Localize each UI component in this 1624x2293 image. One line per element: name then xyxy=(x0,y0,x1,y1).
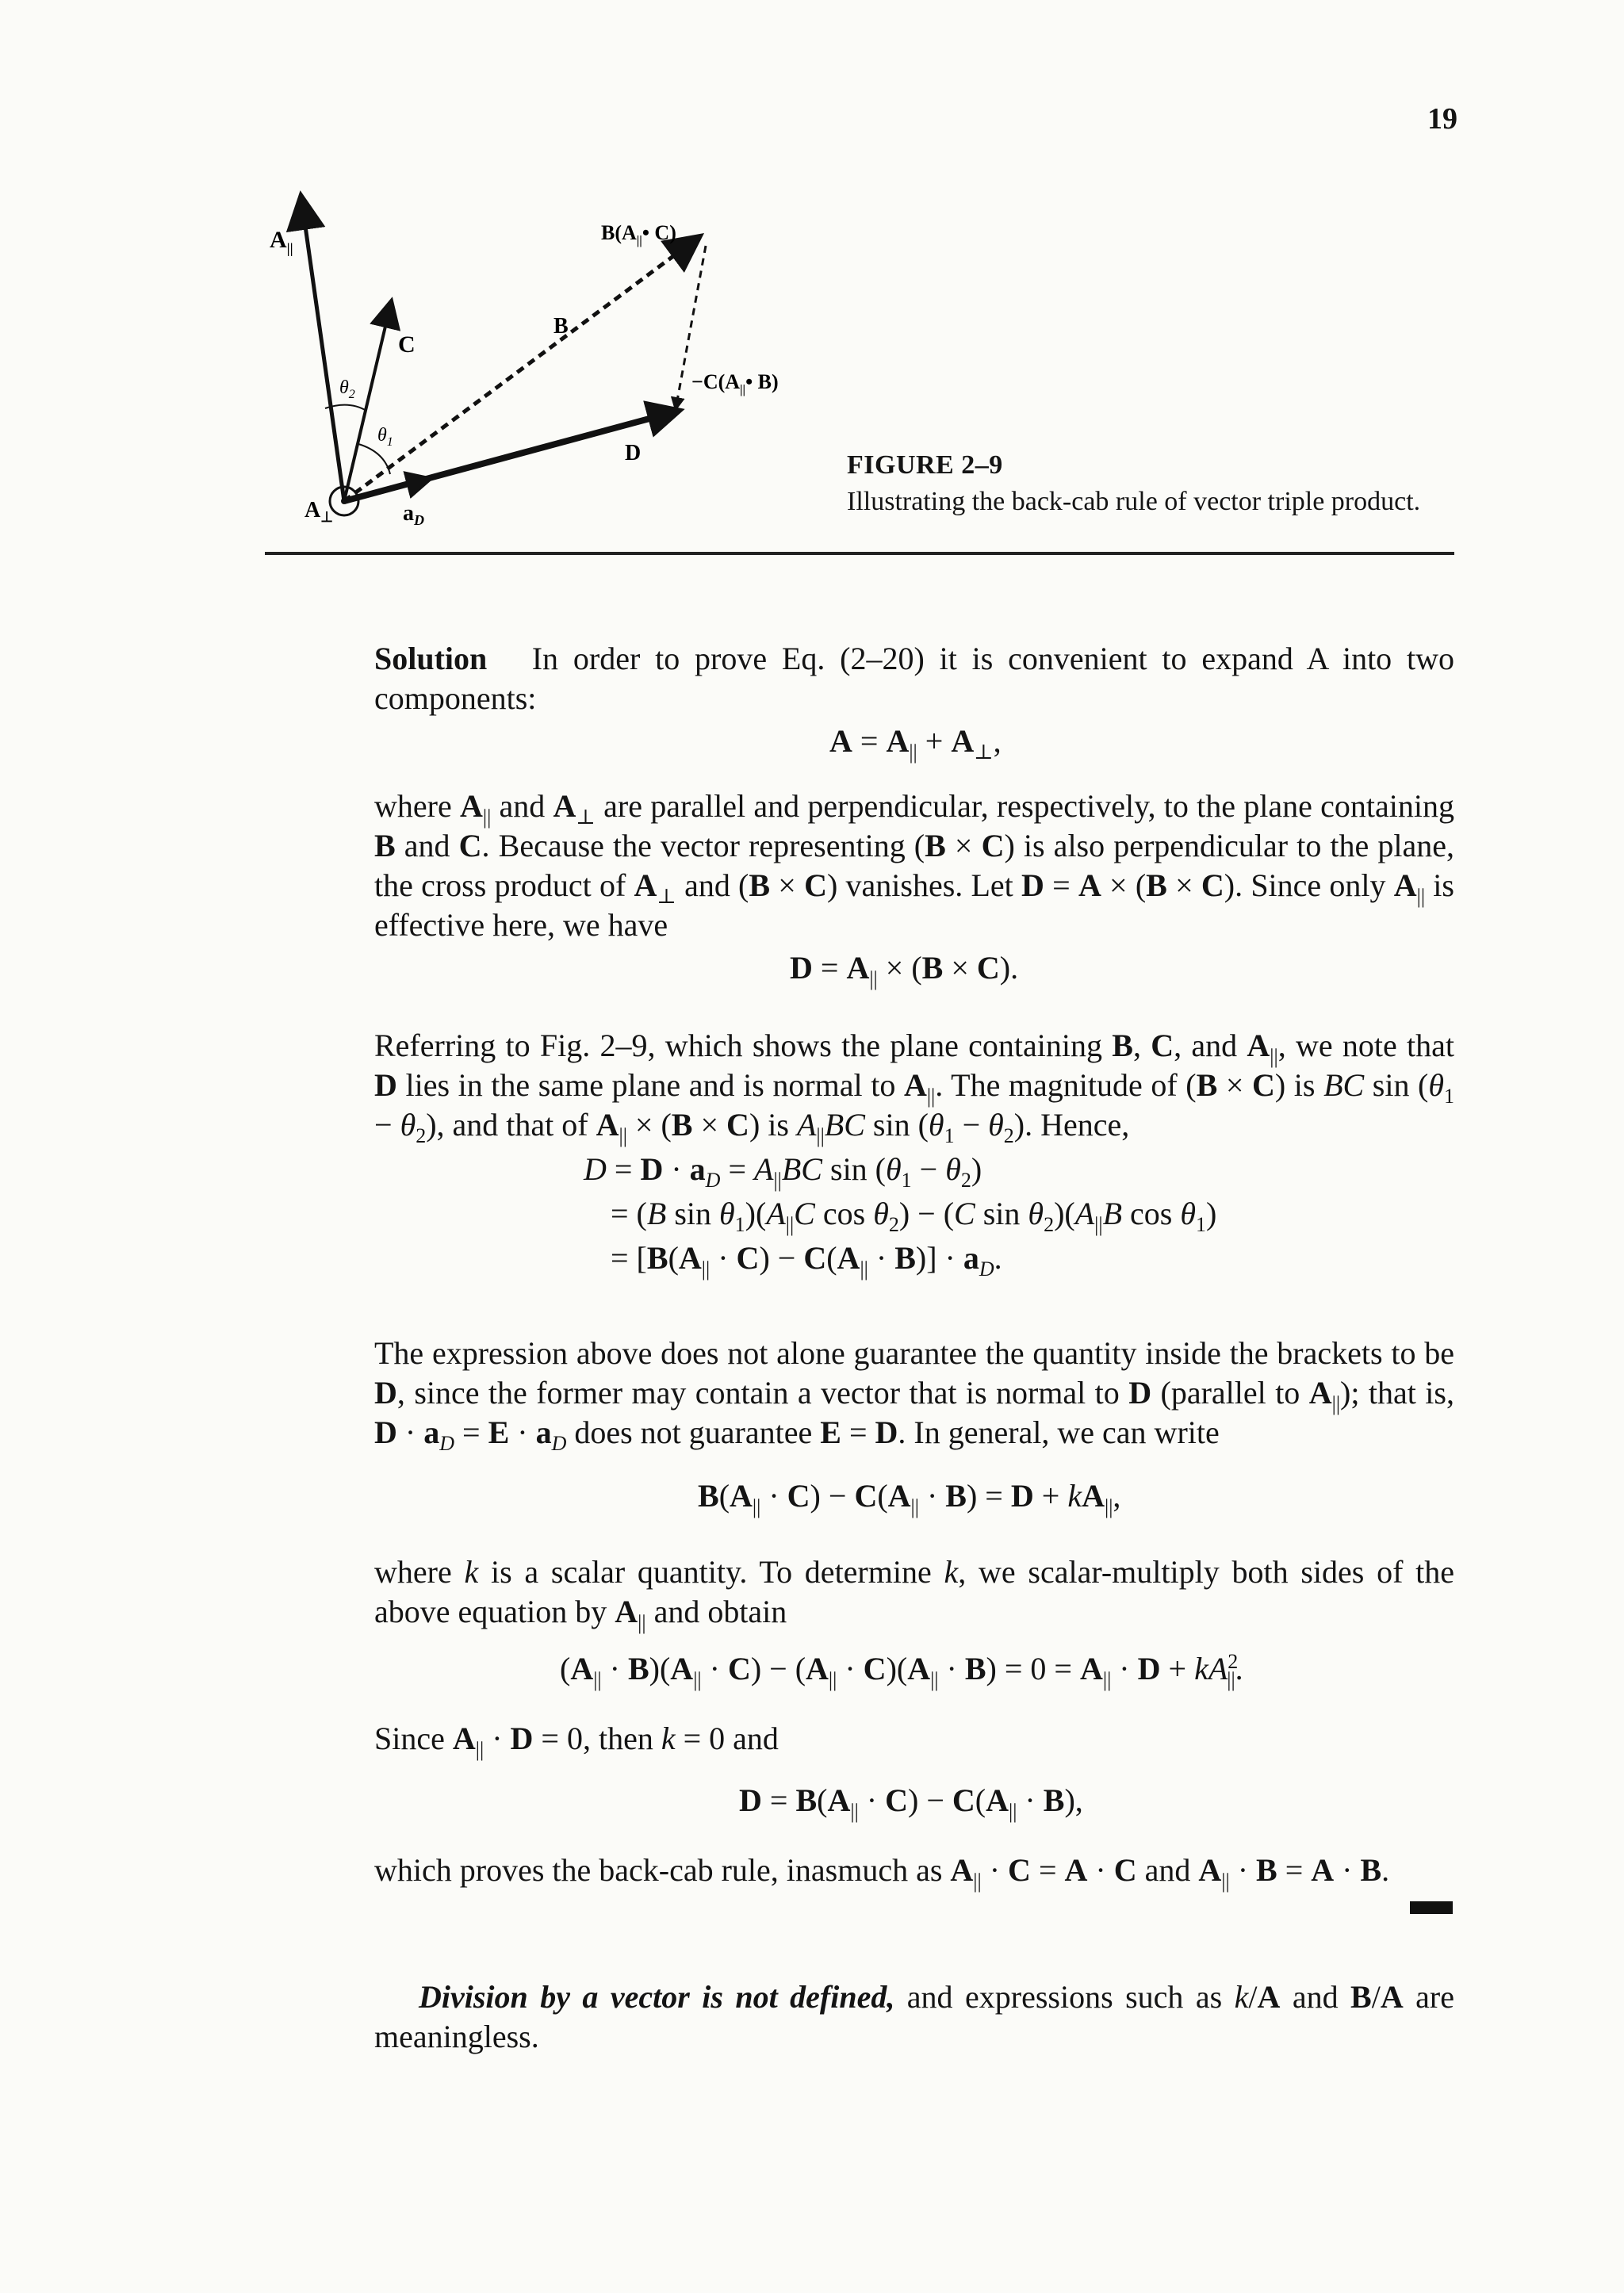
page-number: 19 xyxy=(1427,102,1457,136)
equation-d-magnitude-3: = $[B(A_{||} \cdot C) - C(A_{||} \cdot B)] \cdot a_D$. xyxy=(611,1240,1002,1280)
b-label: B xyxy=(553,314,569,339)
solution-intro-text: In order to prove Eq. (2–20) it is convenient to expand A into two components: xyxy=(374,641,1454,716)
paragraph-division-by-vector: Division by a vector is not defined, and expressions such as k/A and B/A are meaningless. xyxy=(374,1979,1454,2054)
paragraph-expression-above: The expression above does not alone guarantee the quantity inside the brackets to be D, since the former may contain a vector that is normal to D (parallel to $A_{||}$); that is, $D \cdot a_D = E \cdot a_D$ does not guarantee E = D. In general, we can write xyxy=(374,1335,1454,1455)
end-of-proof-mark xyxy=(1410,1901,1453,1914)
section-rule xyxy=(265,552,1454,555)
a-parallel-label: $A_{||}$ xyxy=(270,227,293,256)
c-arrow xyxy=(344,303,391,501)
d-label: D xyxy=(625,441,642,465)
figure-caption-title: FIGURE 2–9 xyxy=(847,450,1003,480)
equation-back-cab: $D = B(A_{||} \cdot C) - C(A_{||} \cdot B)$, xyxy=(739,1782,1083,1823)
paragraph-scalar-k: where k is a scalar quantity. To determine k, we scalar-multiply both sides of the above equation by $A_{||}$ and obtain xyxy=(374,1554,1455,1634)
vector-figure xyxy=(238,174,825,539)
theta2-label: $\theta_2$ xyxy=(339,377,355,401)
theta1-arc xyxy=(358,444,390,474)
a-perp-label: $A_\perp$ xyxy=(304,498,333,525)
equation-d-magnitude-2: = (B $\sin \theta_1)(A_{||}C$ $\cos \theta_2) - (C$ $\sin \theta_2)(A_{||}B$ $\cos \theta_1$) xyxy=(611,1196,1217,1236)
figure-caption xyxy=(847,447,1420,520)
a-perp-dot xyxy=(341,498,347,504)
c-term-label: $-C(A_{||}•$ B) xyxy=(691,370,779,396)
paragraph-referring-fig: Referring to Fig. 2–9, which shows the plane containing B, C, and $A_{||}$, we note that D lies in the same plane and is normal to $A_{||}$. The magnitude of (B × C) is BC $\sin (\theta_1 - \theta_2)$, and that of $A_{||} \times (B \times C)$ is $A_{||}BC$ $\sin (\theta_1 - \theta_2)$. Hence, xyxy=(374,1028,1455,1147)
b-dashed-arrow xyxy=(344,238,698,501)
paragraph-since-k-zero: Since $A_{||} \cdot D = 0$, then k = 0 and xyxy=(374,1721,779,1761)
equation-decomposition: $A = A_{||} + A_\perp$, xyxy=(829,723,1002,764)
b-term-label: $B(A_{||}•$ C) xyxy=(601,221,676,247)
equation-d-magnitude-1: $D = D \cdot a_D = A_{||}BC$ $\sin (\theta_1 - \theta_2)$ xyxy=(584,1151,982,1192)
a-parallel-arrow xyxy=(301,198,344,501)
c-label: C xyxy=(398,331,416,358)
paragraph-parallel-perpendicular: where $A_{||}$ and $A_\perp$ are parallel and perpendicular, respectively, to the plane containing B and C. Because the vector representing (B × C) is also perpendicular to the plane, the cross product of $A_\perp$ and (B × C) vanishes. Let D = A × (B × C). Since only $A_{||}$ is effective here, we have xyxy=(374,788,1455,943)
theta1-label: $\theta_1$ xyxy=(377,425,393,449)
solution-intro-paragraph xyxy=(374,639,1454,718)
solution-heading: Solution xyxy=(374,641,488,676)
equation-general: $B(A_{||} \cdot C) - C(A_{||} \cdot B) = D + kA_{||}$, xyxy=(698,1478,1121,1518)
paragraph-proves-back-cab: which proves the back-cab rule, inasmuch as $A_{||} \cdot C = A \cdot C$ and $A_{||} \cdot B = A \cdot B$. xyxy=(374,1852,1390,1893)
equation-d-definition: $D = A_{||} \times (B \times C)$. xyxy=(790,950,1019,990)
equation-scalar-multiply: $(A_{||} \cdot B)(A_{||} \cdot C) - (A_{||} \cdot C)(A_{||} \cdot B) = 0 = A_{||} \cdot D + kA^2_{||}$. xyxy=(560,1650,1243,1691)
figure-caption-text: Illustrating the back-cab rule of vector triple product. xyxy=(847,487,1421,516)
ad-label: $a_D$ xyxy=(403,501,424,528)
